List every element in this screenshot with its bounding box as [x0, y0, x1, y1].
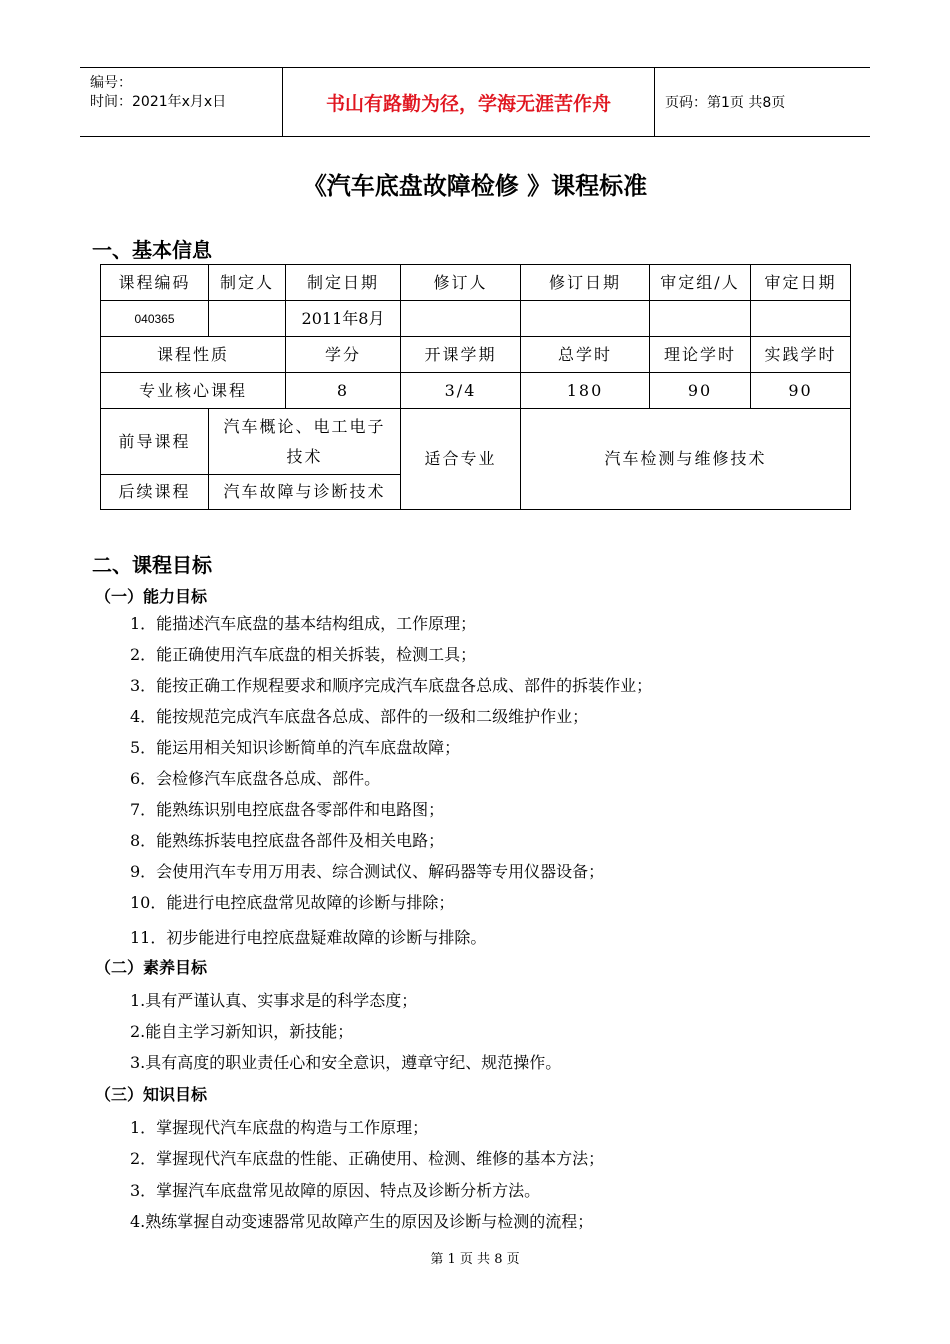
- list-item: 3.具有高度的职业责任心和安全意识，遵章守纪、规范操作。: [130, 1053, 562, 1072]
- table-row: [101, 373, 851, 409]
- table-cell: 汽车故障与诊断技术: [209, 475, 401, 510]
- list-item: 1.具有严谨认真、实事求是的科学态度；: [130, 991, 418, 1010]
- prereq-line-1: 汽车概论、电工电子: [223, 416, 386, 436]
- list-item: 3．掌握汽车底盘常见故障的原因、特点及诊断分析方法。: [130, 1181, 541, 1200]
- table-row: [101, 301, 851, 337]
- document-time-label: 时间：2021年x月x日: [90, 94, 227, 110]
- list-item: 4．能按规范完成汽车底盘各总成、部件的一级和二级维护作业；: [130, 707, 589, 726]
- header-meta: [80, 68, 283, 136]
- table-header-cell: 前导课程: [101, 409, 209, 475]
- table-cell: 2011年8月: [286, 301, 401, 337]
- list-item: 1．掌握现代汽车底盘的构造与工作原理；: [130, 1118, 429, 1137]
- header-page-number: 页码：第1页 共8页: [665, 95, 786, 111]
- list-item: 6．会检修汽车底盘各总成、部件。: [130, 769, 381, 788]
- table-cell: 180: [521, 373, 650, 409]
- list-item: 8．能熟练拆装电控底盘各部件及相关电路；: [130, 831, 445, 850]
- list-item: 1．能描述汽车底盘的基本结构组成，工作原理；: [130, 614, 477, 633]
- table-row: [101, 337, 851, 373]
- table-cell: 3/4: [401, 373, 521, 409]
- table-header-cell: 修订日期: [521, 265, 650, 301]
- table-header-cell: 理论学时: [650, 337, 751, 373]
- list-item: 2.能自主学习新知识，新技能；: [130, 1022, 354, 1041]
- table-cell: [401, 301, 521, 337]
- document-number-label: 编号：: [90, 75, 132, 91]
- table-cell: [521, 301, 650, 337]
- list-item: 2．能正确使用汽车底盘的相关拆装，检测工具；: [130, 645, 477, 664]
- table-cell: 90: [751, 373, 851, 409]
- header-motto: 书山有路勤为径，学海无涯苦作舟: [283, 68, 655, 136]
- table-header-cell: 开课学期: [401, 337, 521, 373]
- prereq-line-2: 技术: [286, 446, 323, 466]
- table-cell: 汽车检测与维修技术: [521, 409, 851, 510]
- table-header-cell: 制定人: [209, 265, 286, 301]
- table-header-cell: 制定日期: [286, 265, 401, 301]
- basic-info-table: [100, 264, 851, 510]
- document-title: 《汽车底盘故障检修 》课程标准: [302, 172, 648, 200]
- table-row: [101, 409, 851, 475]
- subheading-ability-goals: （一）能力目标: [95, 587, 208, 606]
- page-footer: 第 1 页 共 8 页: [430, 1252, 520, 1267]
- list-item: 4.熟练掌握自动变速器常见故障产生的原因及诊断与检测的流程；: [130, 1212, 594, 1231]
- subheading-knowledge-goals: （三）知识目标: [95, 1085, 208, 1104]
- table-cell: [209, 301, 286, 337]
- table-cell: [209, 409, 401, 475]
- list-item: 5．能运用相关知识诊断简单的汽车底盘故障；: [130, 738, 461, 757]
- list-item: 7．能熟练识别电控底盘各零部件和电路图；: [130, 800, 445, 819]
- list-item: 9．会使用汽车专用万用表、综合测试仪、解码器等专用仪器设备；: [130, 862, 605, 881]
- table-header-cell: 适合专业: [401, 409, 521, 510]
- table-cell: 90: [650, 373, 751, 409]
- table-cell: 8: [286, 373, 401, 409]
- table-header-cell: 审定日期: [751, 265, 851, 301]
- section-heading-course-goals: 二、课程目标: [92, 553, 212, 577]
- list-item: 2．掌握现代汽车底盘的性能、正确使用、检测、维修的基本方法；: [130, 1149, 605, 1168]
- subheading-quality-goals: （二）素养目标: [95, 958, 208, 977]
- table-header-cell: 课程性质: [101, 337, 286, 373]
- table-header-cell: 修订人: [401, 265, 521, 301]
- list-item: 10．能进行电控底盘常见故障的诊断与排除；: [130, 893, 455, 912]
- table-header-cell: 后续课程: [101, 475, 209, 510]
- table-header-cell: 实践学时: [751, 337, 851, 373]
- table-header-cell: 总学时: [521, 337, 650, 373]
- list-item: 11．初步能进行电控底盘疑难故障的诊断与排除。: [130, 928, 487, 947]
- table-cell: [650, 301, 751, 337]
- table-header-cell: 审定组/人: [650, 265, 751, 301]
- section-heading-basic-info: 一、基本信息: [92, 238, 212, 262]
- table-cell: [751, 301, 851, 337]
- table-header-cell: 学分: [286, 337, 401, 373]
- table-header-cell: 课程编码: [101, 265, 209, 301]
- table-cell: 040365: [101, 301, 209, 337]
- list-item: 3．能按正确工作规程要求和顺序完成汽车底盘各总成、部件的拆装作业；: [130, 676, 653, 695]
- table-row: [101, 265, 851, 301]
- page-header: [80, 67, 870, 137]
- table-cell: 专业核心课程: [101, 373, 286, 409]
